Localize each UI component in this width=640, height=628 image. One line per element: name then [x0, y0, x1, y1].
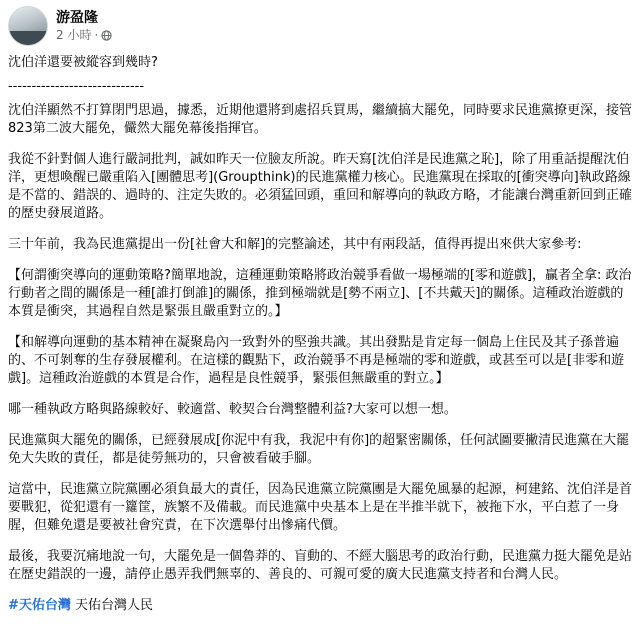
paragraph: 三十年前，我為民進黨提出一份[社會大和解]的完整論述，其中有兩段話，值得再提出來供大家參考: [8, 237, 582, 252]
post-title: 沈伯洋還要被縱容到幾時? [8, 55, 158, 70]
paragraph: 我從不針對個人進行嚴詞批判，誠如昨天一位臉友所說。昨天寫[沈伯洋是民進黨之恥]，除了用重話提醒沈伯洋，更想喚醒已嚴重陷入[團體思考](Groupthink)的民進黨權力核心。民進黨現在採取的[衝突導向]執政路線是不當的、錯誤的、過時的、注定失敗的。必須猛回頭，重回和解導向的執政方略，才能讓台灣重新回到正確的歷史發展道路。 [8, 152, 633, 221]
paragraph: 民進黨與大罷免的關係，已經發展成[你泥中有我，我泥中有你]的超緊密關係，任何試圖要撇清民進黨在大罷免大失敗的責任，都是徒勞無功的，只會被看破手腳。 [8, 433, 630, 466]
quote-paragraph: 【何謂衝突導向的運動策略?簡單地說，這種運動策略將政治競爭看做一場極端的[零和遊戲]，贏者全拿: 政治行動者之間的關係是一種[誰打倒誰]的關係，推到極端就是[勢不兩立]、[不共戴天]的關係。這種政治遊戲的本質是衝突，其過程自然是緊張且嚴重對立的。】 [8, 268, 632, 319]
author-block [56, 9, 112, 43]
meta-separator: · [94, 28, 99, 42]
paragraph: 哪一種執政方略與路線較好、較適當、較契合台灣整體利益?大家可以想一想。 [8, 402, 457, 417]
post-header [8, 6, 112, 46]
globe-icon[interactable] [101, 30, 112, 41]
paragraph: 這當中，民進黨立院黨團必須負最大的責任，因為民進黨立院黨團是大罷免風暴的起源，柯建銘、沈伯洋是首要戰犯，從犯還有一籮筐，族繁不及備載。而民進黨中央基本上是在半推半就下，被拖下水，平白惹了一身腥，但難免還是要被社會究責，在下次選舉付出慘痛代價。 [8, 482, 633, 533]
closing-text: 天佑台灣人民 [75, 598, 154, 613]
quote-paragraph: 【和解導向運動的基本精神在凝聚島內一致對外的堅強共識。其出發點是肯定每一個島上住民及其子孫普遍的、不可剝奪的生存發展權利。在這樣的觀點下，政治競爭不再是極端的零和遊戲，或甚至可以是[非零和遊戲]。這種政治遊戲的本質是合作，過程是良性競爭，緊張但無嚴重的對立。】 [8, 335, 625, 386]
post-time[interactable]: 2 小時 [56, 28, 92, 42]
post-body [8, 54, 633, 628]
hashtag-link[interactable]: #天佑台灣 [8, 598, 71, 613]
post-meta [56, 27, 112, 43]
closing-line [8, 597, 633, 615]
profile-avatar[interactable] [8, 6, 48, 46]
paragraph: 沈伯洋顯然不打算閉門思過，據悉，近期他還將到處招兵買馬，繼續搞大罷免，同時要求民進黨撩更深，接管823第二波大罷免，儼然大罷免幕後指揮官。 [8, 103, 633, 136]
post-divider: ----------------------------- [8, 79, 145, 94]
author-name[interactable]: 游盈隆 [56, 10, 98, 26]
paragraph: 最後，我要沉痛地說一句，大罷免是一個魯莽的、盲動的、不經大腦思考的政治行動，民進黨力挺大罷免是站在歷史錯誤的一邊，請停止愚弄我們無辜的、善良的、可親可愛的廣大民進黨支持者和台灣人民。 [8, 549, 633, 582]
